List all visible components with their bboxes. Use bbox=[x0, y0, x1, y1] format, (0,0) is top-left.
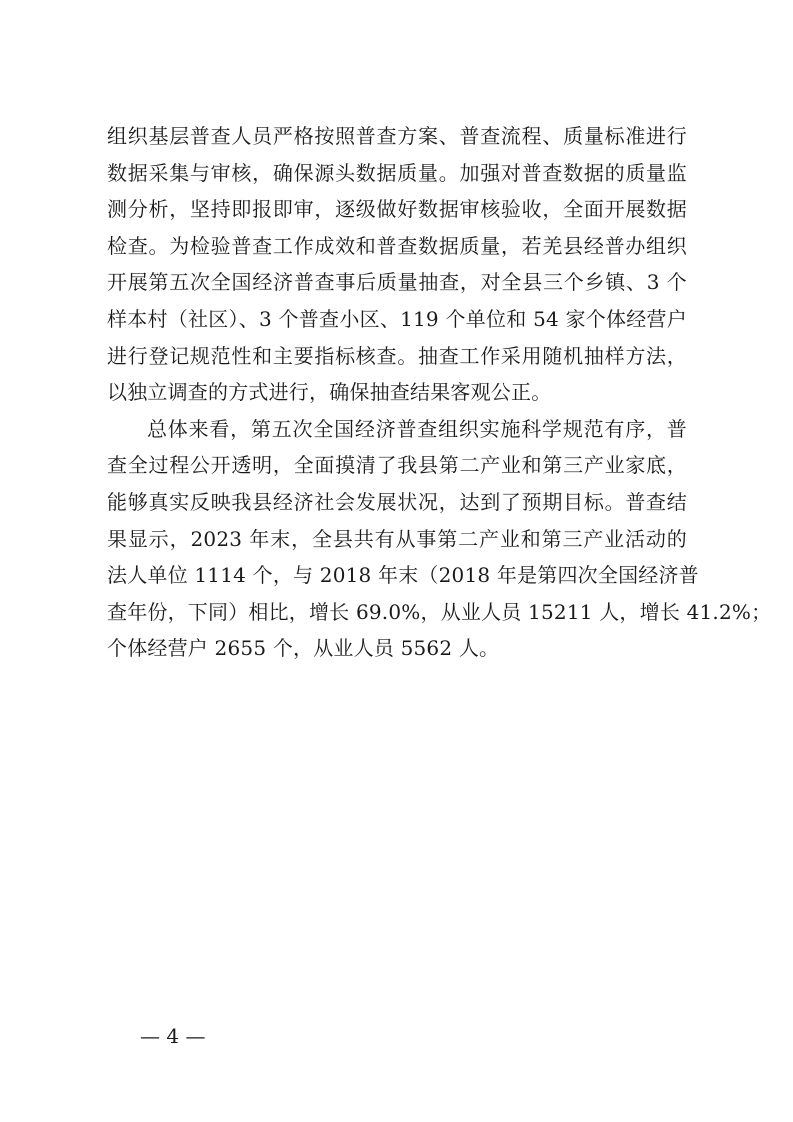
paragraph-line: 数据采集与审核，确保源头数据质量。加强对普查数据的质量监 bbox=[107, 160, 687, 185]
page-number: — 4 — bbox=[140, 1024, 206, 1048]
paragraph-line: 个体经营户 2655 个，从业人员 5562 人。 bbox=[107, 636, 500, 661]
body-text bbox=[107, 118, 772, 667]
paragraph-line: 开展第五次全国经济普查事后质量抽查，对全县三个乡镇、3 个 bbox=[107, 270, 687, 295]
paragraph-1 bbox=[107, 118, 687, 411]
paragraph-line: 查年份，下同）相比，增长 69.0%，从业人员 15211 人，增长 41.2%； bbox=[107, 599, 772, 624]
paragraph-line: 样本村（社区）、3 个普查小区、119 个单位和 54 家个体经营户 bbox=[107, 306, 687, 331]
paragraph-line: 总体来看，第五次全国经济普查组织实施科学规范有序，普 bbox=[147, 416, 687, 441]
paragraph-line: 进行登记规范性和主要指标核查。抽查工作采用随机抽样方法， bbox=[107, 343, 687, 368]
paragraph-line: 法人单位 1114 个，与 2018 年末（2018 年是第四次全国经济普 bbox=[107, 563, 699, 588]
paragraph-line: 组织基层普查人员严格按照普查方案、普查流程、质量标准进行 bbox=[107, 124, 687, 148]
paragraph-line: 果显示，2023 年末，全县共有从事第二产业和第三产业活动的 bbox=[107, 526, 687, 551]
paragraph-2 bbox=[107, 411, 772, 667]
paragraph-line: 查全过程公开透明，全面摸清了我县第二产业和第三产业家底， bbox=[107, 453, 687, 478]
paragraph-line: 以独立调查的方式进行，确保抽查结果客观公正。 bbox=[107, 380, 552, 405]
paragraph-line: 检查。为检验普查工作成效和普查数据质量，若羌县经普办组织 bbox=[107, 233, 687, 258]
paragraph-line: 能够真实反映我县经济社会发展状况，达到了预期目标。普查结 bbox=[107, 489, 687, 514]
paragraph-line: 测分析，坚持即报即审，逐级做好数据审核验收，全面开展数据 bbox=[107, 197, 687, 222]
